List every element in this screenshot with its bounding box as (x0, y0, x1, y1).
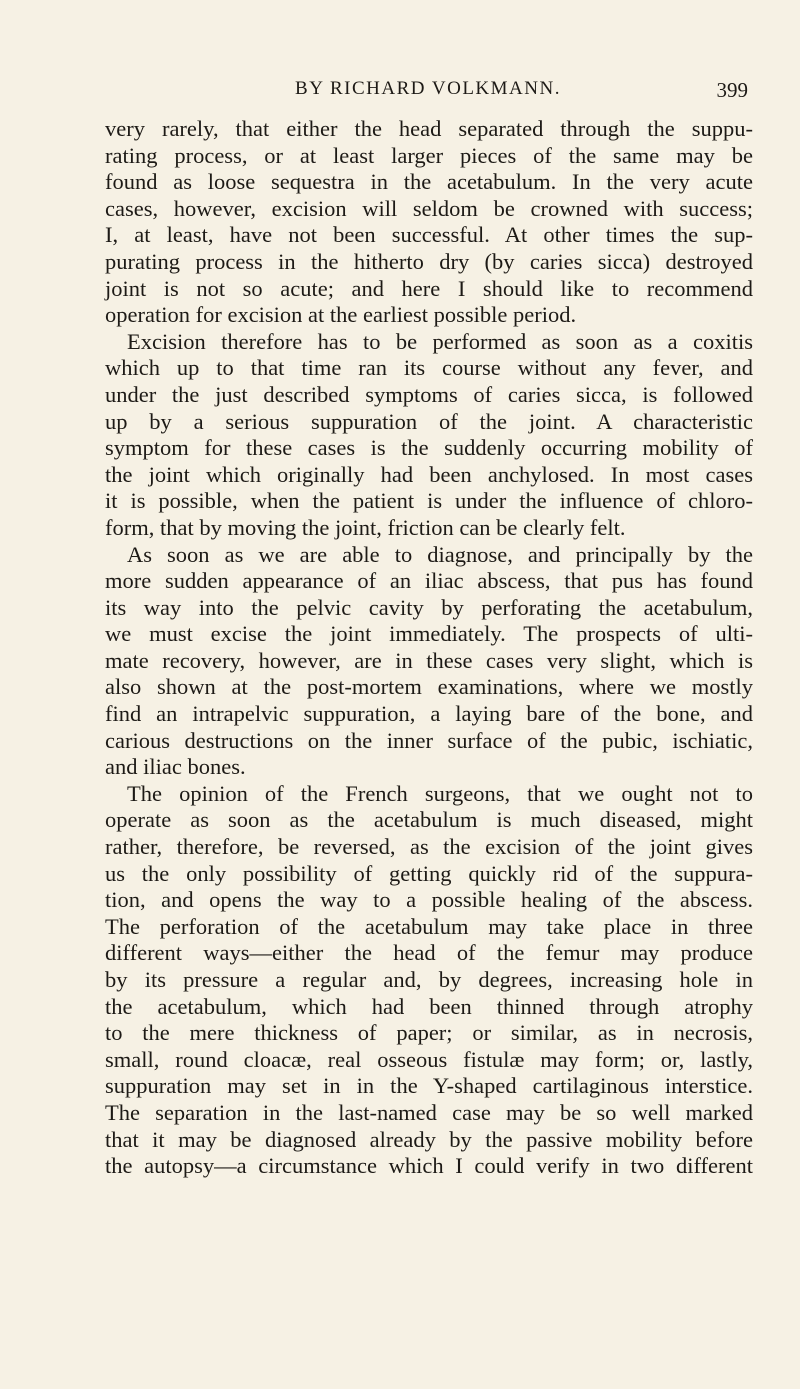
page-number: 399 (716, 78, 748, 102)
text-line: small, round cloacæ, real osseous fistulæ may form; or, lastly, (105, 1046, 753, 1072)
text-line: The perforation of the acetabulum may take place in three (105, 913, 753, 939)
text-line: rather, therefore, be reversed, as the excision of the joint gives (105, 834, 753, 860)
text-line: us the only possibility of getting quickly rid of the suppura- (105, 860, 753, 886)
text-line: different ways—either the head of the femur may produce (105, 940, 753, 966)
text-line: The separation in the last-named case may be so well marked (105, 1099, 753, 1125)
text-line: by its pressure a regular and, by degrees, increasing hole in (105, 967, 753, 992)
text-line: tion, and opens the way to a possible healing of the abscess. (105, 887, 753, 913)
running-title: BY RICHARD VOLKMANN. (295, 78, 561, 99)
text-line: the acetabulum, which had been thinned through atrophy (105, 993, 753, 1019)
text-line: purating process in the hitherto dry (by caries sicca) destroyed (105, 248, 753, 274)
text-line: operation for excision at the earliest possible period. (105, 302, 577, 328)
text-line: its way into the pelvic cavity by perforating the acetabulum, (105, 594, 753, 620)
text-line: cases, however, excision will seldom be crowned with success; (105, 195, 753, 221)
text-line: joint is not so acute; and here I should like to recommend (105, 275, 753, 301)
text-line: the autopsy—a circumstance which I could verify in two different (105, 1153, 753, 1179)
text-line: mate recovery, however, are in these cases very slight, which is (105, 647, 753, 673)
text-line: found as loose sequestra in the acetabulum. In the very acute (105, 169, 753, 195)
text-line: symptom for these cases is the suddenly occurring mobility of (105, 435, 753, 461)
body-text (105, 116, 753, 1180)
text-line: rating process, or at least larger pieces of the same may be (105, 142, 753, 168)
text-line: suppuration may set in in the Y-shaped cartilaginous interstice. (105, 1073, 753, 1099)
text-line: and iliac bones. (105, 754, 246, 780)
text-line: it is possible, when the patient is under the influence of chloro- (105, 488, 753, 514)
text-line: the joint which originally had been anchylosed. In most cases (105, 461, 753, 487)
running-head (108, 78, 748, 108)
text-line: to the mere thickness of paper; or similar, as in necrosis, (105, 1020, 753, 1046)
text-line: very rarely, that either the head separated through the suppu- (105, 116, 753, 141)
text-line: As soon as we are able to diagnose, and principally by the (127, 541, 753, 567)
text-line: Excision therefore has to be performed as soon as a coxitis (127, 328, 753, 354)
text-line: find an intrapelvic suppuration, a laying bare of the bone, and (105, 701, 753, 727)
text-line: The opinion of the French surgeons, that we ought not to (127, 780, 753, 806)
text-line: also shown at the post-mortem examinations, where we mostly (105, 674, 753, 700)
text-line: we must excise the joint immediately. The prospects of ulti- (105, 621, 753, 647)
text-line: carious destructions on the inner surface of the pubic, ischiatic, (105, 727, 753, 753)
text-line: operate as soon as the acetabulum is much diseased, might (105, 807, 753, 833)
text-line: more sudden appearance of an iliac abscess, that pus has found (105, 568, 753, 594)
text-line: form, that by moving the joint, friction can be clearly felt. (105, 514, 626, 540)
text-line: I, at least, have not been successful. At other times the sup- (105, 222, 753, 248)
text-line: which up to that time ran its course without any fever, and (105, 355, 753, 381)
text-line: under the just described symptoms of caries sicca, is followed (105, 381, 753, 407)
text-line: up by a serious suppuration of the joint. A characteristic (105, 408, 753, 434)
text-line: that it may be diagnosed already by the passive mobility before (105, 1126, 753, 1152)
